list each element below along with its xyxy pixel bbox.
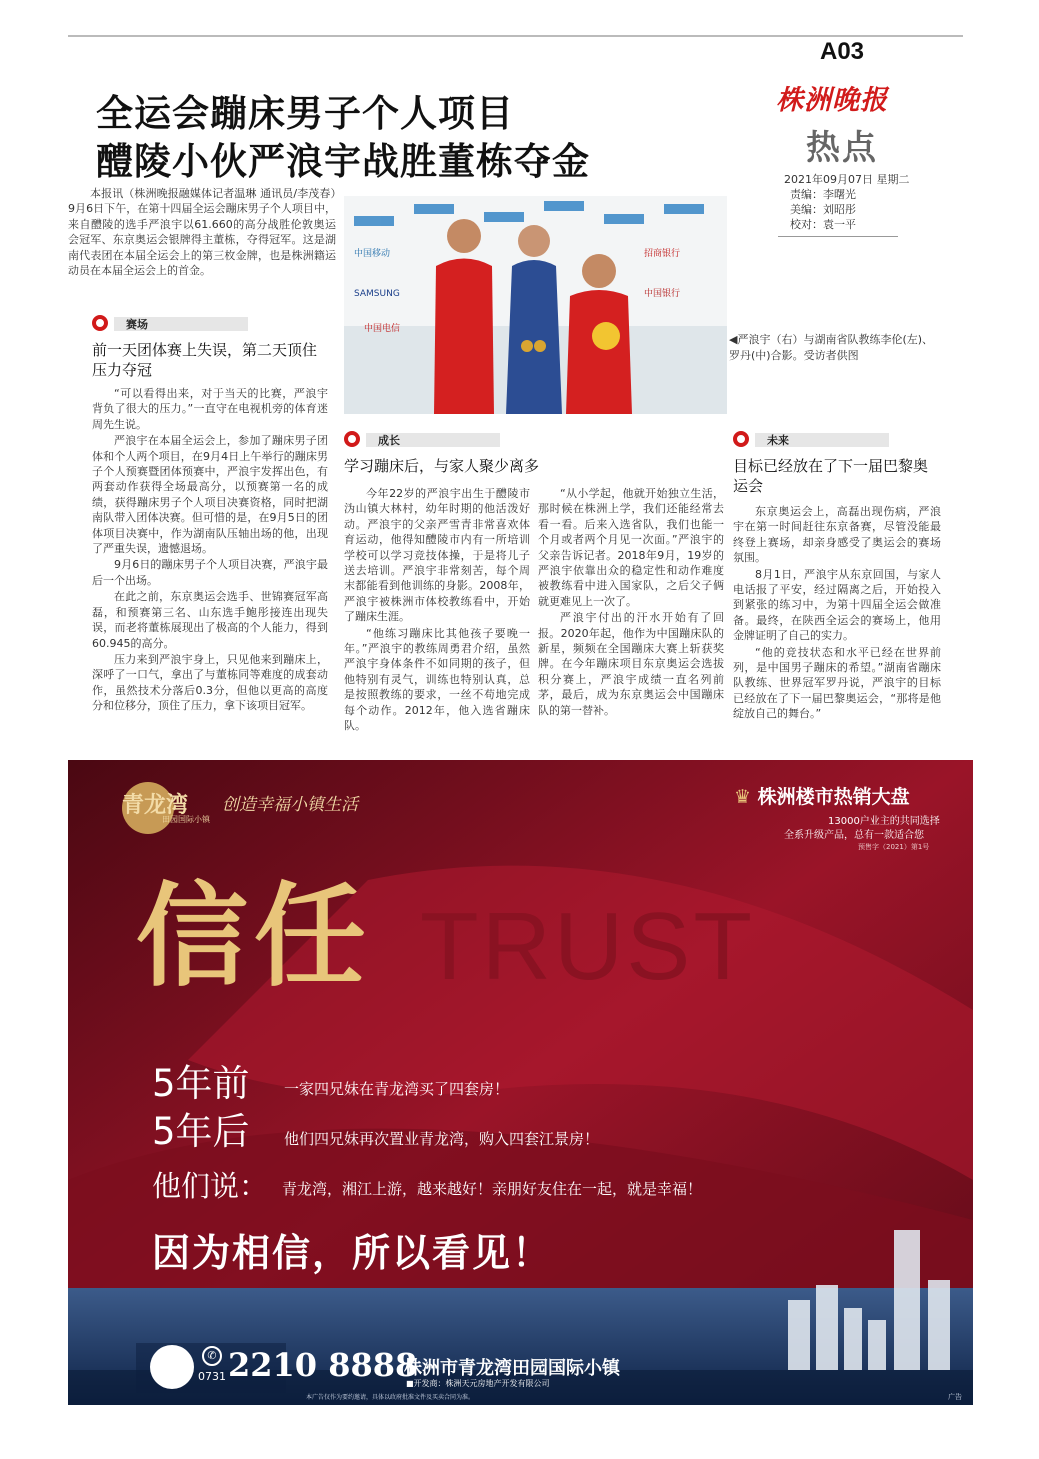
ad-line3-big: 他们说： [152, 1169, 269, 1203]
section-tag-future: 未来 [733, 430, 893, 450]
ad-badge-line1: 13000户业主的共同选择 [828, 816, 940, 827]
phone-icon: ✆ [202, 1346, 222, 1366]
svg-text:中国银行: 中国银行 [644, 289, 681, 299]
photo-illustration [344, 196, 727, 414]
ad-tagline: 因为相信，所以看见！ [152, 1231, 553, 1275]
svg-text:招商银行: 招商银行 [644, 249, 681, 259]
lead-paragraph: 本报讯（株洲晚报融媒体记者温琳 通讯员/李茂春）9月6日下午，在第十四届全运会蹦床男子个人项目中，来自醴陵的选手严浪宇以61.660的高分战胜伦敦奥运会冠军、东京奥运会银牌得主董栋，夺得冠军。这是湖南代表团在本届全运会上的第三枚金牌，也是株洲籍运动员在本届全运会上的首金。 [68, 187, 336, 278]
editor: 责编：李曙光 [790, 188, 856, 201]
real-estate-ad [68, 760, 973, 1405]
ad-project-name: 株洲市青龙湾田园国际小镇 [404, 1358, 620, 1379]
headline-line-1: 全运会蹦床男子个人项目 [96, 92, 514, 135]
issue-date: 2021年09月07日 星期二 [784, 173, 910, 186]
ad-line2-big: 5年后 [152, 1110, 250, 1153]
svg-text:SAMSUNG: SAMSUNG [354, 289, 400, 299]
bullet-circle-icon [733, 431, 749, 447]
ad-logo-sub: 田园国际小镇 [162, 815, 210, 824]
page-number: A03 [820, 38, 865, 65]
section1-body: “可以看得出来，对于当天的比赛，严浪宇背负了很大的压力。”一直守在电视机旁的体育迷周先生说。 严浪宇在本届全运会上，参加了蹦床男子团体和个人两个项目，在9月4日上午举行的蹦床男子个人预赛暨团体预赛中，严浪宇发挥出色，有两套动作获得全场最高分，以预赛第一名的成绩，获得蹦床男子个人项目决赛资格，同时把湖南队带入团体决赛。但可惜的是，在9月5日的团体项目决赛中，作为湖南队压轴出场的他，出现了严重失误，遗憾退场。 9月6日的蹦床男子个人项目决赛，严浪宇最后一个出场。 在此之前，东京奥运会选手、世锦赛冠军高磊，和预赛第三名、山东选手鲍彤接连出现失误，而老将董栋展现出了极高的个人能力，得到60.945的高分。 压力来到严浪宇身上，只见他来到蹦床上，深呼了一口气，拿出了与董栋同等难度的成套动作，虽然技术分落后0.3分，但他以更高的高度分和位移分，顶住了压力，拿下该项目冠军。 [92, 387, 328, 713]
ad-developer: ■开发商：株洲天元房地产开发有限公司 [406, 1379, 550, 1388]
masthead-info [784, 172, 910, 232]
photo-caption: ◀严浪宇（右）与湖南省队教练李伦(左)、罗丹(中)合影。受访者供图 [729, 333, 934, 362]
bullet-circle-icon [344, 431, 360, 447]
section1-subhead: 前一天团体赛上失误，第二天顶住压力夺冠 [92, 341, 318, 379]
proofreader: 校对：袁一平 [790, 218, 856, 231]
ad-line2-small: 他们四兄妹再次置业青龙湾，购入四套江景房！ [284, 1130, 600, 1148]
ad-badge: ♛ 株洲楼市热销大盘 [734, 786, 910, 808]
ad-big-word-en: TRUST [420, 893, 755, 1000]
ad-badge-line2: 全系升级产品，总有一款适合您 [784, 830, 924, 841]
article-photo [344, 196, 727, 414]
ad-line3-small: 青龙湾，湘江上游，越来越好！亲朋好友住在一起，就是幸福！ [282, 1180, 703, 1198]
top-rule [68, 35, 963, 37]
ad-footnote: 本广告仅作为要约邀请，具体以政府批准文件及买卖合同为准。 [306, 1394, 475, 1401]
ad-big-word: 信任 [136, 871, 372, 1002]
ad-label: 广告 [948, 1393, 962, 1401]
section2-body-col2: “从小学起，他就开始独立生活，那时候在株洲上学，我们还能经常去看一看。后来入选省队，我们也能一个月或者两个月见一次面。”严浪宇的父亲告诉记者。2018年9月，19岁的严浪宇依靠出众的稳定性和动作难度被教练看中进入国家队，之后父子俩就更难见上一次了。 严浪宇付出的汗水开始有了回报。2020年起，他作为中国蹦床队的新星，频频在全国蹦床大赛上斩获奖牌。在今年蹦床项目东京奥运会选拔积分赛上，严浪宇成绩一直名列前茅，最后，成为东京奥运会中国蹦床队的第一替补。 [538, 487, 724, 717]
section2-subhead: 学习蹦床后，与家人聚少离多 [344, 457, 540, 475]
newspaper-brand: 株洲晚报 [776, 85, 888, 116]
ad-logo: 青龙湾 [122, 793, 189, 818]
ad-area-code: 0731 [198, 1370, 226, 1383]
headline [96, 90, 590, 186]
trophy-icon: ♛ [734, 786, 752, 808]
ad-line1-small: 一家四兄妹在青龙湾买了四套房！ [284, 1080, 510, 1098]
svg-text:中国电信: 中国电信 [364, 324, 401, 334]
ad-phone: 2210 8888 [228, 1346, 418, 1384]
ad-line1-big: 5年前 [152, 1062, 250, 1105]
section-tag-arena: 赛场 [92, 314, 252, 334]
ad-permit: 预售字（2021）第1号 [858, 843, 930, 851]
section-title: 热点 [806, 128, 878, 168]
svg-text:中国移动: 中国移动 [354, 249, 391, 259]
section3-body: 东京奥运会上，高磊出现伤病，严浪宇在第一时间赶往东京备赛，尽管没能最终登上赛场，却亲身感受了奥运会的赛场氛围。 8月1日，严浪宇从东京回国，与家人电话报了平安，经过隔离之后，开始投入到紧张的练习中，为第十四届全运会做准备。最终，在陕西全运会的赛场上，他用金牌证明了自己的实力。 “他的竞技状态和水平已经在世界前列，是中国男子蹦床的希望。”湖南省蹦床队教练、世界冠军罗丹说，严浪宇的目标已经放在了下一届巴黎奥运会，“那将是他绽放自己的舞台。” [733, 505, 941, 721]
ad-slogan: 创造幸福小镇生活 [222, 795, 358, 815]
section2-body-col1: 今年22岁的严浪宇出生于醴陵市沩山镇大林村，幼年时期的他活泼好动。严浪宇的父亲严雪青非常喜欢体育运动，他得知醴陵市内有一所培训学校可以学习竞技体操，于是将儿子送去培训。严浪宇非常刻苦，每个周末都能看到他训练的身影。2008年，严浪宇被株洲市体校教练看中，开始了蹦床生涯。 “他练习蹦床比其他孩子要晚一年。”严浪宇的教练周勇君介绍，虽然严浪宇身体条件不如同期的孩子，但他特别有灵气，训练也特别认真，总是按照教练的要求，一丝不苟地完成每个动作。2012年，他入选省蹦床队。 [344, 487, 530, 733]
section-tag-growth: 成长 [344, 430, 504, 450]
section3-subhead: 目标已经放在了下一届巴黎奥运会 [733, 457, 929, 495]
headline-line-2: 醴陵小伙严浪宇战胜董栋夺金 [96, 140, 590, 183]
qr-code-icon [150, 1345, 194, 1389]
art-editor: 美编：刘昭彤 [790, 203, 856, 216]
bullet-circle-icon [92, 315, 108, 331]
